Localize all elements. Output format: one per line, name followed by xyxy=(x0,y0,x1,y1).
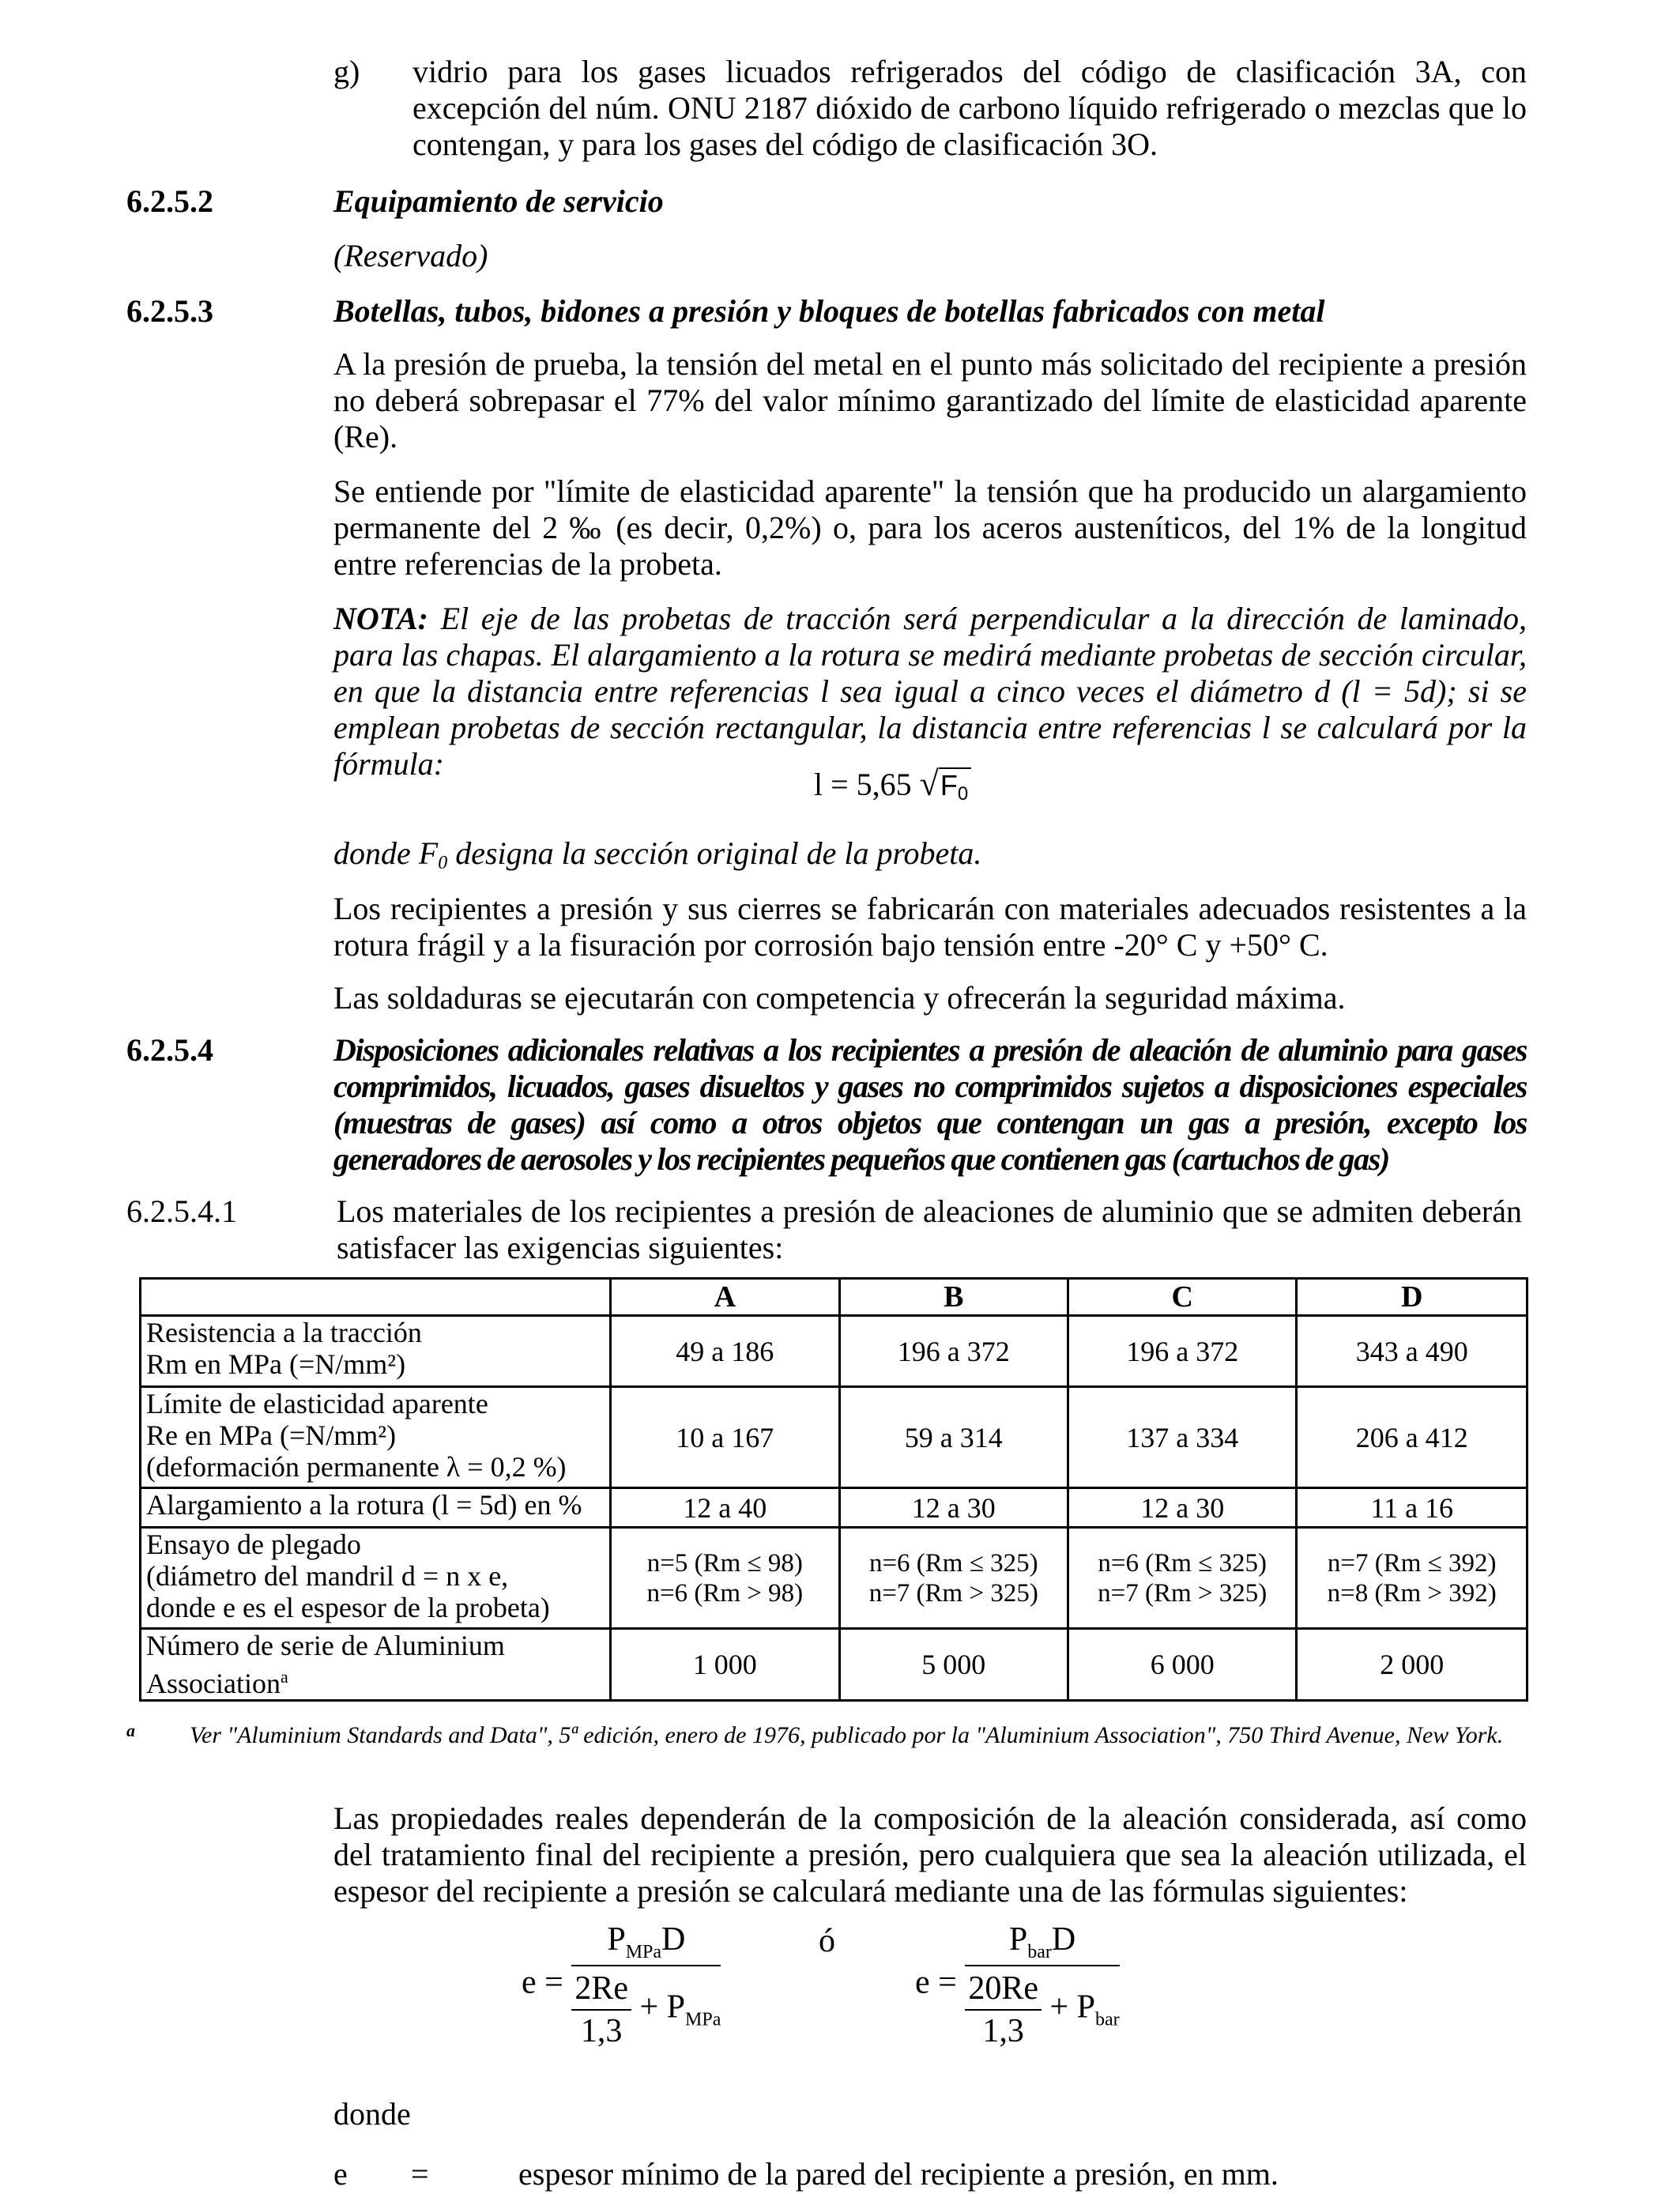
cell-line: n=7 (Rm > 325) xyxy=(868,1578,1038,1608)
paragraph-yield-definition: Se entiende por "límite de elasticidad aparente" la tensión que ha producido un alargamiento permanente del 2 ‰ (es decir, 0,2%) o, para los aceros austeníticos, del 1% de la longitud entre referencias de la probeta. xyxy=(333,473,1527,582)
list-item-text: vidrio para los gases licuados refrigerados del código de clasificación 3A, con excepción del núm. ONU 2187 dióxido de carbono líquido refrigerado o mezclas que lo contengan, y para los gases del código de clasificación 3O. xyxy=(412,54,1527,162)
label-text: Association xyxy=(146,1668,281,1699)
section-number-6-2-5-4: 6.2.5.4 xyxy=(126,1032,213,1068)
cell-value xyxy=(839,1528,1068,1629)
symbol-p: P xyxy=(1008,1921,1028,1958)
list-item-g xyxy=(333,54,1527,163)
cell-value: 59 a 314 xyxy=(839,1387,1068,1488)
table-footnote xyxy=(126,1717,1525,1750)
fraction-denominator xyxy=(571,1966,721,2050)
alloy-properties-table xyxy=(139,1277,1528,1702)
row-label-series xyxy=(141,1629,611,1701)
cell-line: n=7 (Rm > 325) xyxy=(1098,1578,1268,1608)
formula-thickness-bar xyxy=(915,1921,1120,2050)
subscript: MPa xyxy=(625,1942,662,1962)
cell-value: 137 a 334 xyxy=(1068,1387,1297,1488)
radicand-sub: 0 xyxy=(957,783,969,805)
subscript: bar xyxy=(1095,2009,1120,2030)
table-row xyxy=(141,1316,1527,1387)
cell-value xyxy=(611,1528,839,1629)
paragraph-real-properties: Las propiedades reales dependerán de la composición de la aleación considerada, así como del tratamiento final del recipiente a presión, pero cualquiera que sea la aleación utilizada, el espesor del recipiente a presión se calculará mediante una de las fórmulas siguientes: xyxy=(333,1800,1527,1909)
formula-gauge-length xyxy=(814,765,971,813)
symbol-equals: = xyxy=(411,2156,429,2192)
section-title-6-2-5-3: Botellas, tubos, bidones a presión y bloques de botellas fabricados con metal xyxy=(333,293,1325,329)
header-b: B xyxy=(839,1279,1068,1316)
cell-line: n=6 (Rm ≤ 325) xyxy=(868,1548,1038,1578)
paragraph-test-pressure: A la presión de prueba, la tensión del metal en el punto más solicitado del recipiente a presión no deberá sobrepasar el 77% del valor mínimo garantizado del límite de elasticidad aparente (Re). xyxy=(333,346,1527,454)
cell-value: 2 000 xyxy=(1297,1629,1527,1701)
header-c: C xyxy=(1068,1279,1297,1316)
inner-denominator: 1,3 xyxy=(580,2013,623,2049)
section-title-6-2-5-4: Disposiciones adicionales relativas a los recipientes a presión de aleación de aluminio para gases comprimidos, licuados, gases disueltos y gases no comprimidos sujetos a disposiciones especiales (muestras de gases) así como a otros objetos que contengan un gas a presión, excepto los generadores de aerosoles y los recipientes pequeños que contienen gas (cartuchos de gas) xyxy=(333,1032,1527,1177)
nota-label: NOTA: xyxy=(333,601,428,636)
paragraph-welds: Las soldaduras se ejecutarán con competencia y ofrecerán la seguridad máxima. xyxy=(333,980,1346,1016)
fraction-numerator xyxy=(571,1921,721,1966)
inner-numerator: 2Re xyxy=(571,1970,631,2011)
label-line: Límite de elasticidad aparente xyxy=(146,1388,488,1419)
inner-fraction xyxy=(965,1970,1042,2050)
row-label-yield xyxy=(141,1387,611,1488)
label-line xyxy=(146,1661,605,1699)
fraction-denominator xyxy=(965,1966,1119,2050)
subscript: MPa xyxy=(685,2009,721,2030)
row-label-tensile xyxy=(141,1316,611,1387)
plus-term: + P xyxy=(1049,1989,1096,2026)
header-a: A xyxy=(611,1279,839,1316)
cell-line: n=8 (Rm > 392) xyxy=(1327,1578,1497,1608)
inner-numerator: 20Re xyxy=(965,1970,1042,2011)
section-number-6-2-5-3: 6.2.5.3 xyxy=(126,293,213,329)
header-empty xyxy=(141,1279,611,1316)
cell-value: 12 a 40 xyxy=(611,1488,839,1528)
list-item-letter: g) xyxy=(333,54,360,89)
label-line: Ensayo de plegado xyxy=(146,1529,361,1560)
paragraph-materials: Los recipientes a presión y sus cierres se fabricarán con materiales adecuados resistentes a la rotura frágil y a la fisuración por corrosión bajo tensión entre -20° C y +50° C. xyxy=(333,891,1527,963)
label-line: (diámetro del mandril d = n x e, xyxy=(146,1560,509,1592)
footnote-ref: a xyxy=(280,1667,288,1687)
nota-text: El eje de las probetas de tracción será perpendicular a la dirección de laminado, para las chapas. El alargamiento a la rotura se medirá mediante probetas de sección circular, en que la distancia entre referencias l sea igual a cinco veces el diámetro d (l = 5d); si se emplean probetas de sección rectangular, la distancia entre referencias l se calculará por la fórmula: xyxy=(333,601,1527,782)
cell-value: 206 a 412 xyxy=(1297,1387,1527,1488)
subscript: bar xyxy=(1027,1942,1052,1962)
table-row xyxy=(141,1528,1527,1629)
radicand-var: F xyxy=(940,769,958,801)
cell-line: n=5 (Rm ≤ 98) xyxy=(646,1548,803,1578)
table-row xyxy=(141,1629,1527,1701)
label-line: (deformación permanente λ = 0,2 %) xyxy=(146,1451,567,1483)
inner-denominator: 1,3 xyxy=(982,2013,1024,2049)
cell-value xyxy=(1297,1528,1527,1629)
cell-value: 1 000 xyxy=(611,1629,839,1701)
symbol-d: D xyxy=(1051,1921,1076,1958)
section-title-6-2-5-2: Equipamiento de servicio xyxy=(333,183,664,219)
cell-value: 11 a 16 xyxy=(1297,1488,1527,1528)
cell-value: 5 000 xyxy=(839,1629,1068,1701)
label-line: donde e es el espesor de la probeta) xyxy=(146,1592,550,1623)
section-number-6-2-5-2: 6.2.5.2 xyxy=(126,183,213,219)
label-line: Alargamiento a la rotura (l = 5d) en % xyxy=(146,1489,582,1521)
footnote-text: Ver "Aluminium Standards and Data", 5ª edición, enero de 1976, publicado por la "Aluminium Association", 750 Third Avenue, New York. xyxy=(190,1722,1504,1748)
cell-line: n=6 (Rm ≤ 325) xyxy=(1098,1548,1268,1578)
table-row xyxy=(141,1488,1527,1528)
cell-value: 196 a 372 xyxy=(839,1316,1068,1387)
label-line: Re en MPa (=N/mm²) xyxy=(146,1419,397,1451)
cell-value: 6 000 xyxy=(1068,1629,1297,1701)
footnote-mark: a xyxy=(126,1721,135,1740)
header-d: D xyxy=(1297,1279,1527,1316)
donde-f0-b: designa la sección original de la probeta. xyxy=(447,835,982,871)
cell-value xyxy=(1068,1528,1297,1629)
symbol-e: e xyxy=(333,2156,348,2192)
formula-e-eq: e = xyxy=(522,1964,563,2001)
sqrt-expression xyxy=(920,765,972,813)
cell-line: n=7 (Rm ≤ 392) xyxy=(1327,1548,1497,1578)
donde-f0-sub: 0 xyxy=(438,853,448,873)
cell-value: 12 a 30 xyxy=(839,1488,1068,1528)
symbol-description: espesor mínimo de la pared del recipiente a presión, en mm. xyxy=(518,2156,1279,2192)
table-header-row xyxy=(141,1279,1527,1316)
cell-value: 12 a 30 xyxy=(1068,1488,1297,1528)
reserved-note: (Reservado) xyxy=(333,238,488,273)
symbol-p: P xyxy=(607,1921,626,1958)
cell-value: 196 a 372 xyxy=(1068,1316,1297,1387)
donde-f0-a: donde F xyxy=(333,835,439,871)
section-number-6-2-5-4-1: 6.2.5.4.1 xyxy=(126,1193,237,1229)
label-line: Número de serie de Aluminium xyxy=(146,1630,505,1661)
row-label-bend-test xyxy=(141,1528,611,1629)
radicand xyxy=(939,767,971,805)
formula-left: l = 5,65 xyxy=(814,767,912,802)
label-line: Resistencia a la tracción xyxy=(146,1317,422,1348)
fraction-numerator xyxy=(965,1921,1119,1966)
paragraph-alloy-requirements: Los materiales de los recipientes a presión de aleaciones de aluminio que se admiten deberán satisfacer las exigencias siguientes: xyxy=(337,1193,1522,1265)
cell-line: n=6 (Rm > 98) xyxy=(646,1578,804,1608)
donde-label: donde xyxy=(333,2096,411,2132)
symbol-d: D xyxy=(661,1921,686,1958)
donde-f0 xyxy=(333,835,1527,881)
row-label-elongation xyxy=(141,1488,611,1528)
cell-value: 10 a 167 xyxy=(611,1387,839,1488)
plus-term: + P xyxy=(639,1989,686,2026)
cell-value: 343 a 490 xyxy=(1297,1316,1527,1387)
formula-thickness-mpa xyxy=(522,1921,721,2050)
formula-or: ó xyxy=(819,1923,835,1959)
nota-paragraph xyxy=(333,601,1527,782)
fraction xyxy=(571,1921,721,2050)
formula-e-eq: e = xyxy=(915,1964,957,2001)
table-row xyxy=(141,1387,1527,1488)
fraction xyxy=(965,1921,1119,2050)
label-line: Rm en MPa (=N/mm²) xyxy=(146,1348,406,1380)
inner-fraction xyxy=(571,1970,631,2050)
cell-value: 49 a 186 xyxy=(611,1316,839,1387)
radical-sign: √ xyxy=(919,764,939,803)
